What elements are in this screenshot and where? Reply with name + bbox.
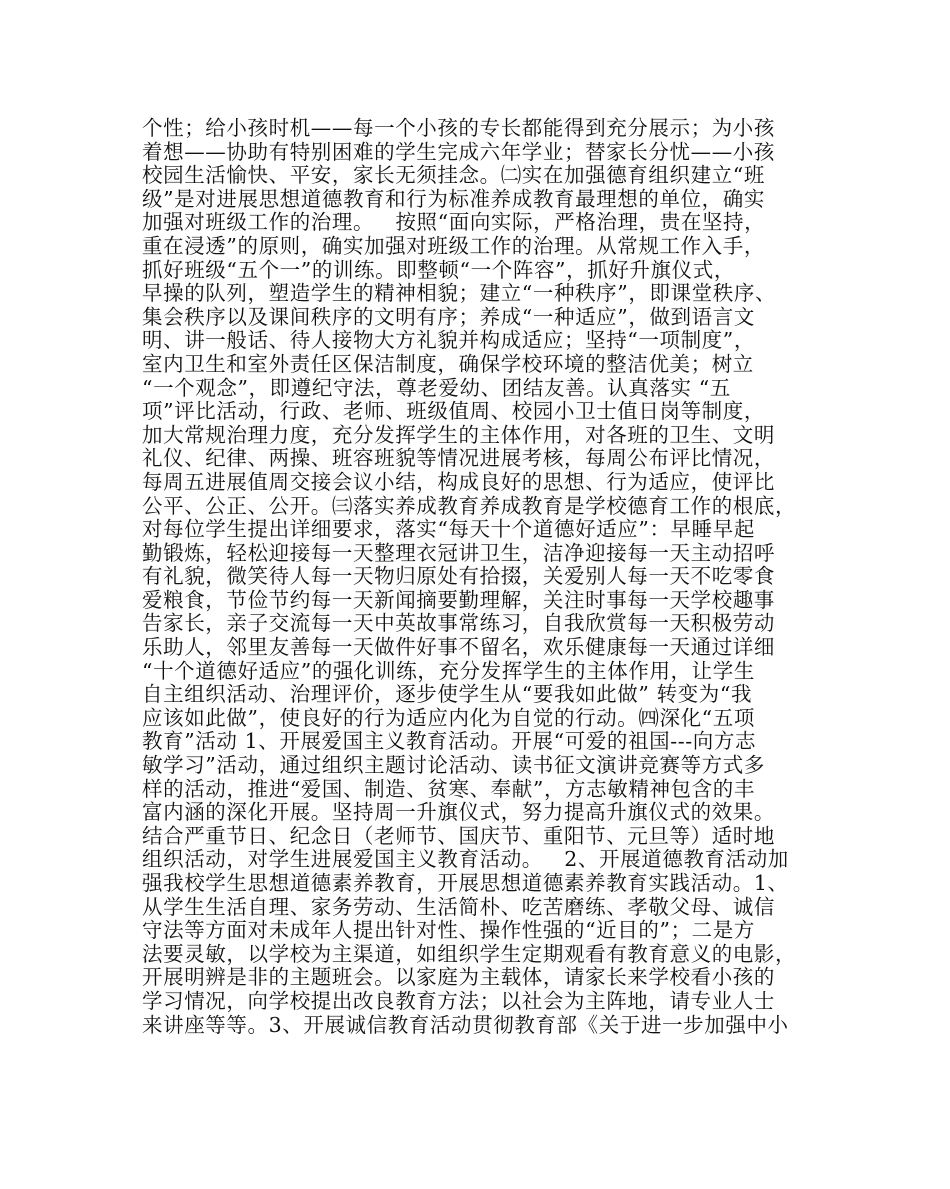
text-line: 爱粮食，节俭节约每一天新闻摘要勤理解，关注时事每一天学校趣事 bbox=[142, 587, 775, 612]
text-line: 明、讲一般话、待人接物大方礼貌并构成适应；坚持“一项制度”， bbox=[142, 328, 755, 353]
text-line: 自主组织活动、治理评价，逐步使学生从“要我如此做” 转变为“我 bbox=[142, 682, 753, 707]
text-line: 集会秩序以及课间秩序的文明有序；养成“一种适应”，做到语言文 bbox=[142, 304, 755, 329]
text-line: 应该如此做”，使良好的行为适应内化为自觉的行动。㈣深化“五项 bbox=[142, 705, 755, 730]
text-line: 乐助人，邻里友善每一天做件好事不留名，欢乐健康每一天通过详细 bbox=[142, 635, 775, 660]
text-line: 对每位学生提出详细要求，落实“每天十个道德好适应”：早睡早起 bbox=[142, 517, 755, 542]
text-line: 室内卫生和室外责任区保洁制度，确保学校环境的整洁优美；树立 bbox=[142, 351, 754, 376]
text-line: 强我校学生思想道德素养教育，开展思想道德素养教育实践活动。1、 bbox=[142, 871, 789, 895]
text-line: 结合严重节日、纪念日（老师节、国庆节、重阳节、元旦等）适时地 bbox=[142, 823, 775, 848]
text-line: 项”评比活动，行政、老师、班级值周、校园小卫士值日岗等制度， bbox=[142, 399, 765, 424]
body-text bbox=[142, 117, 822, 1037]
text-line: 级”是对进展思想道德教育和行为标准养成教育最理想的单位，确实 bbox=[142, 186, 765, 211]
text-line: 从学生生活自理、家务劳动、生活简朴、吃苦磨练、孝敬父母、诚信 bbox=[142, 894, 775, 919]
text-line: 抓好班级“五个一”的训练。即整顿“一个阵容”，抓好升旗仪式， bbox=[142, 257, 735, 282]
text-line: 组织活动，对学生进展爱国主义教育活动。 2、开展道德教育活动加 bbox=[142, 847, 789, 872]
text-line: 勤锻炼，轻松迎接每一天整理衣冠讲卫生，洁净迎接每一天主动招呼 bbox=[142, 540, 775, 565]
text-line: 每周五进展值周交接会议小结，构成良好的思想、行为适应，使评比 bbox=[142, 469, 775, 494]
text-line: “十个道德好适应”的强化训练，充分发挥学生的主体作用，让学生 bbox=[142, 658, 755, 683]
text-line: 守法等方面对未成年人提出针对性、操作性强的“近目的”；二是方 bbox=[142, 918, 755, 943]
text-line: 加强对班级工作的治理。 按照“面向实际，严格治理，贵在坚持， bbox=[142, 210, 766, 235]
text-line: 着想——协助有特别困难的学生完成六年学业；替家长分忧——小孩 bbox=[142, 139, 775, 164]
text-line: 来讲座等等。3、开展诚信教育活动贯彻教育部《关于进一步加强中小 bbox=[142, 1012, 789, 1037]
text-line: 开展明辨是非的主题班会。以家庭为主载体，请家长来学校看小孩的 bbox=[142, 965, 775, 990]
text-line: 有礼貌，微笑待人每一天物归原处有拾掇，关爱别人每一天不吃零食 bbox=[142, 564, 775, 589]
text-line: 礼仪、纪律、两操、班容班貌等情况进展考核，每周公布评比情况， bbox=[142, 446, 775, 471]
text-line: 个性；给小孩时机——每一个小孩的专长都能得到充分展示；为小孩 bbox=[142, 116, 775, 140]
text-line: 法要灵敏，以学校为主渠道，如组织学生定期观看有教育意义的电影， bbox=[142, 941, 797, 966]
text-line: 校园生活愉快、平安，家长无须挂念。㈡实在加强德育组织建立“班 bbox=[142, 163, 765, 188]
text-line: 加大常规治理力度，充分发挥学生的主体作用，对各班的卫生、文明 bbox=[142, 422, 775, 447]
text-line: 样的活动，推进“爱国、制造、贫寒、奉献”，方志敏精神包含的丰 bbox=[142, 776, 755, 801]
text-line: 富内涵的深化开展。坚持周一升旗仪式，努力提高升旗仪式的效果。 bbox=[142, 800, 775, 825]
text-line: 告家长，亲子交流每一天中英故事常练习，自我欣赏每一天积极劳动 bbox=[142, 611, 775, 636]
text-line: 敏学习”活动，通过组织主题讨论活动、读书征文演讲竞赛等方式多 bbox=[142, 753, 765, 778]
text-line: 早操的队列，塑造学生的精神相貌；建立“一种秩序”，即课堂秩序、 bbox=[142, 281, 777, 306]
text-line: “一个观念”，即遵纪守法，尊老爱幼、团结友善。认真落实 “五 bbox=[142, 375, 731, 400]
text-line: 学习情况，向学校提出改良教育方法；以社会为主阵地，请专业人士 bbox=[142, 988, 775, 1013]
text-line: 教育”活动 1、开展爱国主义教育活动。开展“可爱的祖国---向方志 bbox=[142, 729, 757, 754]
text-line: 公平、公正、公开。㈢落实养成教育养成教育是学校德育工作的根底， bbox=[142, 493, 797, 518]
text-line: 重在浸透”的原则，确实加强对班级工作的治理。从常规工作入手， bbox=[142, 233, 765, 258]
